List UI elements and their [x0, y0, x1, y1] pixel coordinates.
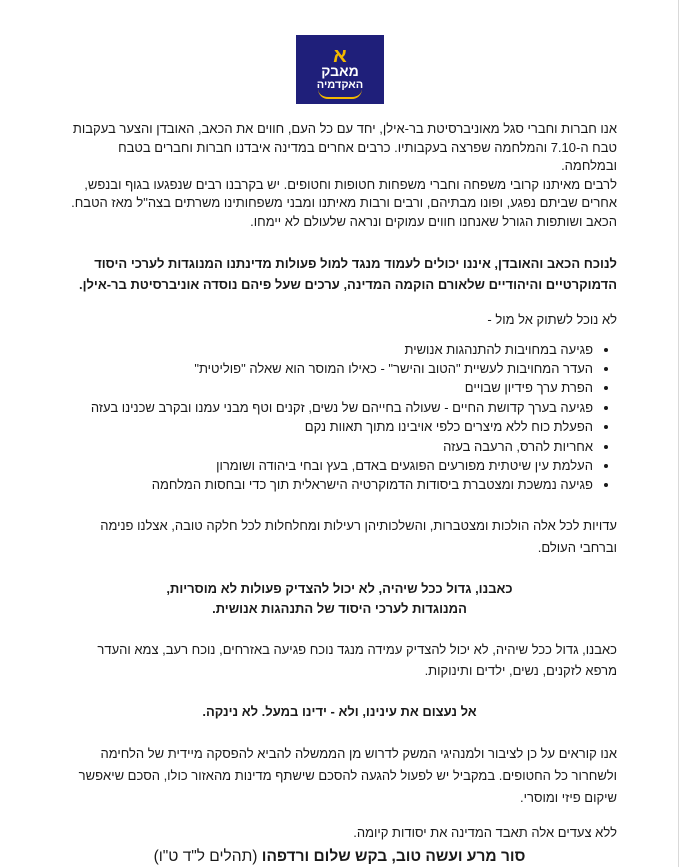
quote-text: סור מרע ועשה טוב, בקש שלום ורדפהו — [261, 847, 526, 865]
call-line: שיקום פיזי ומוסרי. — [520, 790, 617, 806]
intro-line: אנו חברות וחברי סגל מאוניברסיטת בר-אילן, יחד עם כל העם, חווים את הכאב, האובדן והצער בעקבות — [72, 121, 617, 136]
academia-logo — [296, 35, 384, 104]
list-item: • פגיעה נמשכת ומצטברת ביסודות הדמוקרטיה הישראלית תוך כדי ובחסות המלחמה — [62, 475, 593, 494]
list-item: • הפרת ערך פידיון שבויים — [62, 378, 593, 397]
list-item: • פגיעה במחויבות להתנהגות אנושית — [62, 340, 593, 359]
logo-line-1: מאבק — [321, 63, 359, 79]
pain-regular-line: מרפא לזקנים, נשים, ילדים ותינוקות. — [424, 662, 617, 678]
letter-body — [62, 120, 617, 867]
list-item: • אחריות להרס, הרעבה בעזה — [62, 437, 593, 456]
intro-line: לרבים מאיתנו קרובי משפחה וחברי משפחות חטופות וחטופים. יש בקרבנו רבים שנפגעו בגוף ובנפש, — [84, 176, 617, 192]
no-blind-eye-line: אל נעצום את עינינו, ולא - ידינו במעל. לא נינקה. — [202, 703, 477, 719]
witnesses-line: עדויות לכל אלה הולכות ומצטברות, והשלכותיהן רעילות ומחלחלות לכל חלקה טובה, אצלנו פנימה — [100, 517, 617, 533]
intro-line: אחרים שביתם נפגע, ופונו מבתיהם, ורבים ורבות מאיתנו ומבני משפחותינו משרתים בצה"ל מאז הטבח. — [71, 195, 617, 210]
final-quote — [62, 847, 617, 867]
statement-paragraph — [62, 253, 617, 295]
intro-paragraph — [62, 120, 617, 231]
intro-line: טבח ה-7.10 והמלחמה שפרצה בעקבותיו. כרבים אחרים במדינה איבדנו חברות וחברים בטבח ובמלחמה. — [118, 139, 617, 173]
logo-line-2: האקדמיה — [316, 79, 364, 91]
list-item: • העדר המחויבות לעשיית "הטוב והישר" - כאילו המוסר הוא שאלה "פוליטית" — [62, 359, 593, 378]
pain-bold-line: המנוגדות לערכי היסוד של התנהגות אנושית. — [212, 600, 467, 616]
concerns-list — [62, 340, 617, 495]
intro-line: הכאב ושותפות הגורל שאנחנו חווים עמוקים ונראה שלעולם לא יימחו. — [250, 213, 617, 229]
list-intro: לא נוכל לשתוק אל מול - — [487, 312, 617, 327]
pain-bold-paragraph — [62, 579, 617, 619]
quote-source: (תהלים ל"ד ט"ו) — [153, 847, 258, 865]
logo-mark: א — [333, 45, 347, 67]
pain-regular-paragraph — [62, 639, 617, 681]
logo-arc — [318, 89, 362, 99]
statement-line: לנוכח הכאב והאובדן, איננו יכולים לעמוד מנגד למול פעולות מדינתנו המנוגדות לערכי היסוד — [94, 256, 617, 271]
closing-line: ללא צעדים אלה תאבד המדינה את יסודות קיומה. — [353, 825, 617, 841]
call-paragraph — [62, 743, 617, 809]
list-item: • העלמת עין שיטתית מפורעים הפוגעים באדם, בעץ ובחי ביהודה ושומרון — [62, 456, 593, 475]
statement-line: הדמוקרטיים והיהודיים שלאורם הוקמה המדינה, ערכים שעל פיהם נוסדה אוניברסיטת בר-אילן. — [78, 277, 617, 292]
list-item: • פגיעה בערך קדושת החיים - שעולה בחייהם של נשים, זקנים וטף מבני עמנו ובקרב שכנינו בעזה — [62, 398, 593, 417]
call-line: ולשחרור כל החטופים. במקביל יש לפעול להגעה להסכם שישתף מדינות מהאזור כולו, הסכם שיאפשר — [78, 768, 617, 784]
list-item: • הפעלת כוח ללא מיצרים כלפי אויבינו מתוך תאוות נקם — [62, 417, 593, 436]
witnesses-paragraph — [62, 515, 617, 559]
pain-regular-line: כאבנו, גדול ככל שיהיה, לא יכול להצדיק עמידה מנגד נוכח פגיעה באזרחים, נוכח רעב, צמא והעדר — [97, 641, 617, 657]
witnesses-line: וברחבי העולם. — [537, 539, 617, 555]
pain-bold-line: כאבנו, גדול ככל שיהיה, לא יכול להצדיק פעולות לא מוסריות, — [166, 580, 513, 596]
call-line: אנו קוראים על כן לציבור ולמנהיגי המשק לדרוש מן הממשלה להביא להפסקה מיידית של הלחימה — [100, 746, 617, 762]
